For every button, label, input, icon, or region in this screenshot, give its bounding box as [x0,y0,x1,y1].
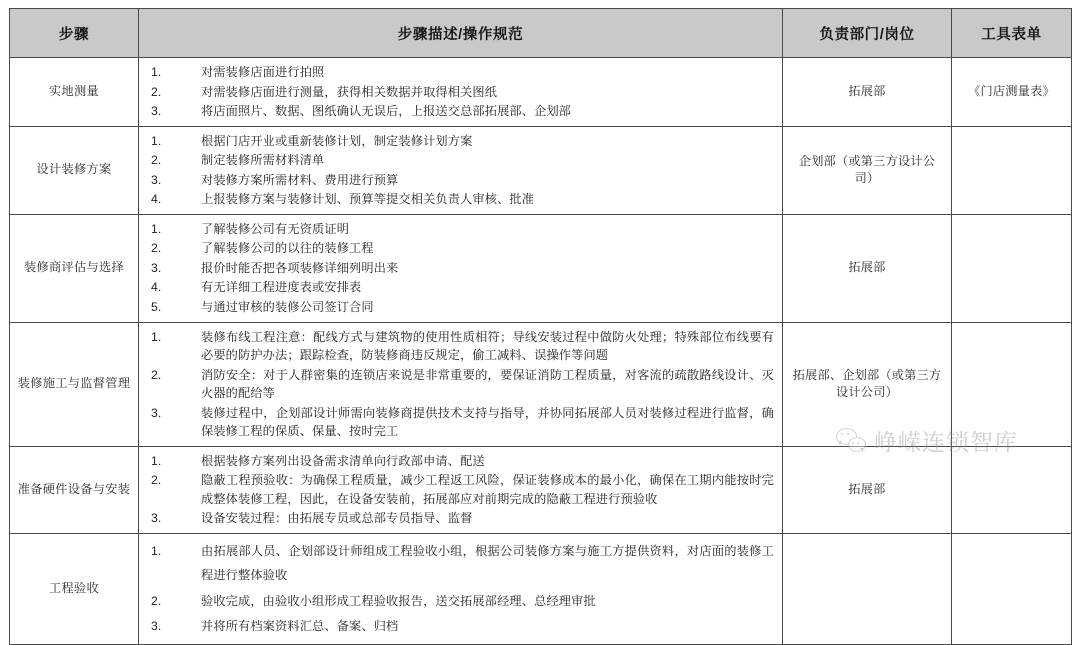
store-renovation-process-table [9,8,1072,645]
table-body [10,58,1072,645]
list-item-number: 1. [151,544,162,559]
responsible-department: 企划部（或第三方设计公司） [783,126,952,214]
step-name: 设计装修方案 [10,126,139,214]
list-item-number: 2. [151,153,162,168]
list-item-number: 4. [151,192,162,207]
list-item-text: 了解装修公司的以往的装修工程 [201,241,374,256]
list-item [145,220,774,239]
list-item-number: 2. [151,241,162,256]
description-list [145,539,774,639]
list-item-text: 根据门店开业或重新装修计划，制定装修计划方案 [201,133,473,148]
list-item-text: 装修布线工程注意：配线方式与建筑物的使用性质相符；导线安装过程中做防火处理；特殊部位布线要有必要的防护办法；跟踪检查，防装修商违反规定，偷工减料、误操作等问题 [201,329,774,363]
table-row [10,126,1072,214]
list-item [145,132,774,151]
list-item [145,259,774,278]
description-list [145,132,774,209]
tool-form [952,534,1072,645]
list-item-number: 2. [151,84,162,99]
list-item-number: 4. [151,280,162,295]
list-item-text: 对装修方案所需材料、费用进行预算 [201,172,399,187]
list-item-text: 根据装修方案列出设备需求清单向行政部申请、配送 [201,453,485,468]
list-item-text: 对需装修店面进行测量，获得相关数据并取得相关图纸 [201,84,498,99]
step-name: 装修商评估与选择 [10,214,139,322]
column-header-form: 工具表单 [952,9,1072,58]
list-item-text: 对需装修店面进行拍照 [201,65,325,79]
list-item [145,151,774,170]
step-name: 实地测量 [10,58,139,127]
list-item-text: 上报装修方案与装修计划、预算等提交相关负责人审核、批准 [201,192,535,207]
description-list [145,220,774,317]
list-item-number: 3. [151,511,162,526]
list-item [145,539,774,588]
list-item-text: 了解装修公司有无资质证明 [201,221,350,236]
responsible-department: 拓展部、企划部（或第三方设计公司） [783,322,952,446]
list-item-text: 报价时能否把各项装修详细列明出来 [201,260,399,275]
table-row [10,446,1072,533]
list-item-number: 1. [151,329,162,344]
list-item [145,83,774,102]
responsible-department: 拓展部 [783,446,952,533]
step-name: 准备硬件设备与安装 [10,446,139,533]
column-header-description: 步骤描述/操作规范 [139,9,783,58]
table-row [10,58,1072,127]
step-description [139,58,783,127]
step-description [139,126,783,214]
list-item [145,471,774,508]
list-item [145,328,774,365]
list-item-number: 3. [151,172,162,187]
table-row [10,214,1072,322]
tool-form [952,322,1072,446]
step-description [139,214,783,322]
table-header [10,9,1072,58]
list-item [145,452,774,471]
column-header-step: 步骤 [10,9,139,58]
list-item [145,190,774,209]
tool-form: 《门店测量表》 [952,58,1072,127]
list-item-text: 验收完成，由验收小组形成工程验收报告，送交拓展部经理、总经理审批 [201,593,596,608]
list-item [145,404,774,441]
list-item [145,366,774,403]
list-item [145,298,774,317]
tool-form [952,214,1072,322]
list-item-text: 与通过审核的装修公司签订合同 [201,300,374,315]
list-item-number: 1. [151,65,162,79]
responsible-department: 拓展部 [783,58,952,127]
step-description [139,534,783,645]
list-item-number: 3. [151,619,162,634]
process-table-sheet [9,8,1071,634]
list-item-text: 设备安装过程：由拓展专员或总部专员指导、监督 [201,511,473,526]
list-item-text: 消防安全：对于人群密集的连锁店来说是非常重要的，要保证消防工程质量，对客流的疏散路线设计、灭火器的配给等 [201,367,774,401]
list-item [145,102,774,121]
list-item [145,509,774,528]
table-row [10,534,1072,645]
list-item-text: 由拓展部人员、企划部设计师组成工程验收小组，根据公司装修方案与施工方提供资料，对店面的装修工程进行整体验收 [201,544,774,583]
step-description [139,322,783,446]
list-item-number: 5. [151,300,162,315]
step-name: 工程验收 [10,534,139,645]
list-item [145,239,774,258]
list-item-number: 2. [151,473,162,488]
list-item-number: 2. [151,367,162,382]
list-item [145,63,774,82]
list-item-number: 2. [151,593,162,608]
step-description [139,446,783,533]
watermark-text: 峥嵘连锁智库 [874,430,1018,455]
list-item-text: 将店面照片、数据、图纸确认无误后，上报送交总部拓展部、企划部 [201,104,572,119]
table-header-row [10,9,1072,58]
list-item [145,171,774,190]
responsible-department [783,534,952,645]
list-item-text: 隐蔽工程预验收：为确保工程质量，减少工程返工风险，保证装修成本的最小化，确保在工期内能按时完成整体装修工程，因此，在设备安装前，拓展部应对前期完成的隐蔽工程进行预验收 [201,473,774,506]
responsible-department: 拓展部 [783,214,952,322]
list-item-number: 1. [151,453,162,468]
description-list [145,63,774,121]
column-header-department: 负责部门/岗位 [783,9,952,58]
tool-form [952,126,1072,214]
list-item-text: 装修过程中，企划部设计师需向装修商提供技术支持与指导，并协同拓展部人员对装修过程进行监督，确保装修工程的保质、保量、按时完工 [201,405,774,439]
list-item-text: 有无详细工程进度表或安排表 [201,280,362,295]
list-item-number: 3. [151,260,162,275]
list-item [145,614,774,638]
description-list [145,328,774,441]
list-item [145,278,774,297]
list-item-text: 制定装修所需材料清单 [201,153,325,168]
step-name: 装修施工与监督管理 [10,322,139,446]
table-row [10,322,1072,446]
list-item-number: 3. [151,405,162,420]
list-item-number: 1. [151,221,162,236]
list-item-number: 3. [151,104,162,119]
list-item [145,589,774,613]
list-item-text: 并将所有档案资料汇总、备案、归档 [201,619,399,634]
tool-form [952,446,1072,533]
list-item-number: 1. [151,133,162,148]
description-list [145,452,774,528]
